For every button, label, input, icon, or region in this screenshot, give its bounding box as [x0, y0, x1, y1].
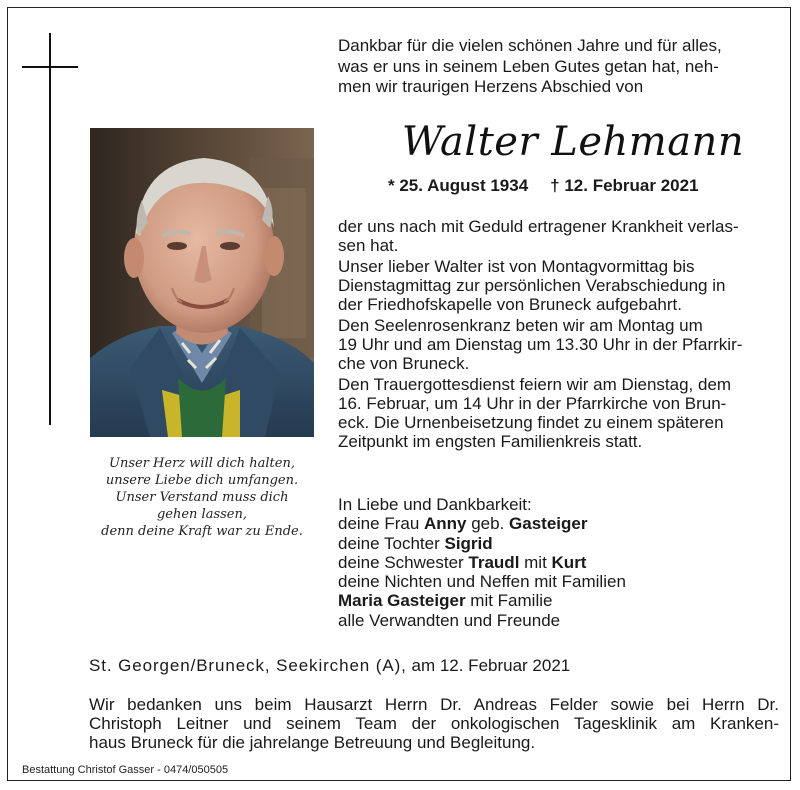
mourner-row [338, 553, 772, 572]
intro-line: Dankbar für die vielen schönen Jahre und für alles, [338, 36, 722, 55]
birth-date: * 25. August 1934 [388, 176, 529, 195]
mourner-row: deine Nichten und Neffen mit Familien [338, 572, 626, 592]
mourners-heading: In Liebe und Dankbarkeit: [338, 495, 532, 514]
place-date [89, 656, 779, 676]
paragraph-line: Dienstagmittag zur persönlichen Verabschiedung in [338, 276, 726, 295]
intro-line: was er uns in seinem Leben Gutes getan hat, neh- [338, 56, 719, 76]
obituary-body [338, 217, 772, 453]
mourners-list [338, 495, 772, 630]
cross-icon-bar [22, 66, 78, 68]
paragraph-line: Unser lieber Walter ist von Montagvormittag bis [338, 257, 695, 276]
paragraph-line: 19 Uhr und am Dienstag um 13.30 Uhr in der Pfarrkir- [338, 335, 743, 354]
mourner-name: Gasteiger [509, 514, 588, 534]
mourner-row [338, 514, 772, 533]
poem-line: denn deine Kraft war zu Ende. [101, 524, 303, 539]
mourner-row: alle Verwandten und Freunde [338, 610, 561, 630]
portrait-photo [90, 128, 314, 437]
thanks-line: Wir bedanken uns beim Hausarzt Herrn Dr. Andreas Felder sowie bei Herrn Dr. [89, 695, 779, 714]
poem-line: Unser Herz will dich halten, [109, 456, 295, 471]
thanks-line: haus Bruneck für die jahrelange Betreuung und Begleitung. [89, 733, 536, 752]
paragraph-line: Zeitpunkt im engsten Familienkreis statt. [338, 432, 643, 451]
mourner-name: Kurt [551, 552, 587, 572]
thanks-text [89, 695, 779, 752]
mourner-name: Traudl [468, 552, 520, 572]
paragraph-line: eck. Die Urnenbeisetzung findet zu einem späteren [338, 413, 724, 432]
paragraph-line: der uns nach mit Geduld ertragener Krankheit verlas- [338, 217, 739, 236]
mourner-text: deine Tochter [338, 533, 445, 553]
paragraph-line: der Friedhofskapelle von Bruneck aufgebahrt. [338, 295, 682, 314]
poem [96, 455, 308, 540]
intro-text [338, 36, 772, 98]
mourner-row [338, 591, 772, 610]
paragraph-line: Den Trauergottesdienst feiern wir am Dienstag, dem [338, 375, 732, 394]
paragraph [338, 217, 772, 255]
paragraph-line: sen hat. [338, 236, 399, 255]
paragraph [338, 316, 772, 373]
life-dates [388, 175, 768, 197]
paragraph-line: Den Seelenrosenkranz beten wir am Montag um [338, 316, 703, 335]
poem-line: gehen lassen, [156, 507, 248, 522]
place-location: St. Georgen/Bruneck, Seekirchen (A), [89, 656, 407, 675]
mourner-name: Maria Gasteiger [338, 591, 466, 611]
cross-icon [49, 33, 51, 425]
poem-line: Unser Verstand muss dich [115, 490, 289, 505]
intro-line: men wir traurigen Herzens Abschied von [338, 77, 644, 96]
paragraph [338, 375, 772, 451]
paragraph-line: 16. Februar, um 14 Uhr in der Pfarrkirche von Brun- [338, 394, 727, 413]
mourner-text: deine Schwester [338, 552, 469, 572]
mourner-text: mit [519, 552, 552, 572]
paragraph-line: che von Bruneck. [338, 354, 470, 373]
mourner-name: Sigrid [444, 533, 493, 553]
place-date-text: am 12. Februar 2021 [406, 656, 571, 675]
mourner-text: deine Frau [338, 514, 424, 534]
deceased-name: Walter Lehmann [401, 119, 745, 165]
mourner-name: Anny [424, 514, 467, 534]
death-date: † 12. Februar 2021 [550, 176, 699, 195]
mourner-text: mit Familie [465, 591, 553, 611]
mourner-text: geb. [466, 514, 510, 534]
poem-line: unsere Liebe dich umfangen. [105, 473, 299, 488]
mourner-row [338, 534, 772, 553]
funeral-home-footer: Bestattung Christof Gasser - 0474/050505 [22, 764, 229, 776]
thanks-line: Christoph Leitner und seinem Team der onkologischen Tagesklinik am Kranken- [89, 714, 779, 733]
paragraph [338, 257, 772, 314]
